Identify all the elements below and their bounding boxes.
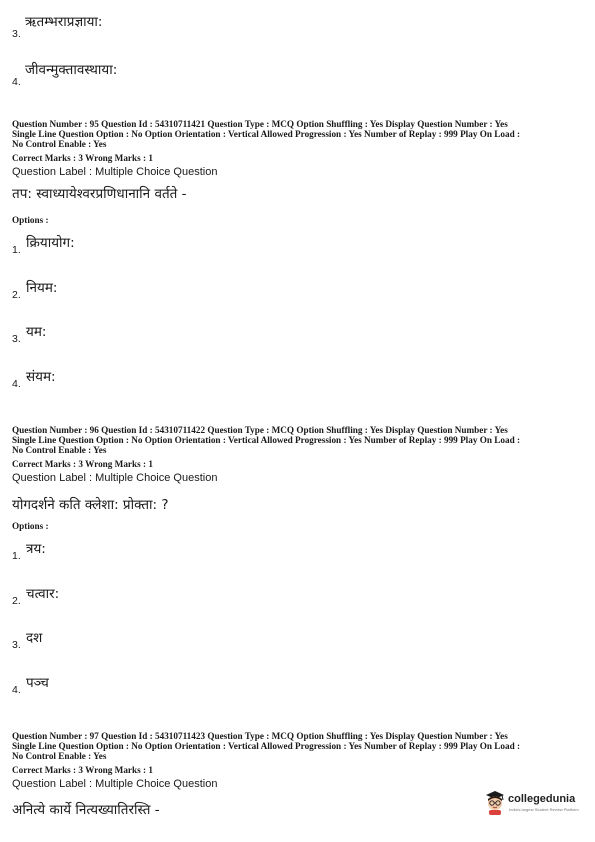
- option-text: चत्वार:: [26, 586, 60, 602]
- option-4-prev: [12, 60, 312, 90]
- logo-tagline: India's largest Student Review Platform: [509, 807, 579, 812]
- option-number: 3.: [12, 639, 21, 651]
- question-label: Question Label : Multiple Choice Question: [12, 472, 218, 484]
- option-number: 3.: [12, 28, 21, 40]
- option-4[interactable]: [12, 367, 212, 395]
- question-label: Question Label : Multiple Choice Question: [12, 166, 218, 178]
- question-meta-line: No Control Enable : Yes: [12, 751, 107, 761]
- question-marks: Correct Marks : 3 Wrong Marks : 1: [12, 459, 153, 469]
- option-number: 2.: [12, 289, 21, 301]
- option-4[interactable]: [12, 673, 212, 701]
- options-header: Options :: [12, 215, 49, 225]
- option-number: 4.: [12, 76, 21, 88]
- option-text: दश: [26, 630, 43, 646]
- option-text: संयम:: [26, 369, 56, 385]
- option-number: 1.: [12, 244, 21, 256]
- option-text: जीवन्मुक्तावस्थाया:: [25, 62, 118, 78]
- question-meta-line: No Control Enable : Yes: [12, 139, 107, 149]
- option-1[interactable]: [12, 233, 212, 261]
- option-number: 4.: [12, 378, 21, 390]
- option-number: 4.: [12, 684, 21, 696]
- option-text: त्रय:: [26, 541, 46, 557]
- option-text: यम:: [26, 324, 47, 340]
- question-text: तप: स्वाध्यायेश्वरप्रणिधानानि वर्तते -: [12, 186, 187, 202]
- option-3-prev: [12, 12, 312, 42]
- question-meta-line: Single Line Question Option : No Option Orientation : Vertical Allowed Progression : Yes Number of Replay : 999 Play On Load :: [12, 741, 521, 751]
- question-meta-line: Question Number : 96 Question Id : 54310711422 Question Type : MCQ Option Shuffling : Yes Display Question Number : Yes: [12, 425, 508, 435]
- option-number: 3.: [12, 333, 21, 345]
- question-meta-line: Question Number : 95 Question Id : 54310711421 Question Type : MCQ Option Shuffling : Yes Display Question Number : Yes: [12, 119, 508, 129]
- logo-wordmark: collegedunia: [508, 793, 576, 805]
- question-meta-line: Single Line Question Option : No Option Orientation : Vertical Allowed Progression : Yes Number of Replay : 999 Play On Load :: [12, 129, 521, 139]
- question-text: अनित्ये कार्ये नित्यख्यातिरस्ति -: [12, 802, 160, 818]
- option-number: 2.: [12, 595, 21, 607]
- question-meta-line: Single Line Question Option : No Option Orientation : Vertical Allowed Progression : Yes Number of Replay : 999 Play On Load :: [12, 435, 521, 445]
- option-3[interactable]: [12, 322, 212, 350]
- question-meta-line: No Control Enable : Yes: [12, 445, 107, 455]
- option-2[interactable]: [12, 584, 212, 612]
- question-meta-line: Question Number : 97 Question Id : 54310711423 Question Type : MCQ Option Shuffling : Yes Display Question Number : Yes: [12, 731, 508, 741]
- option-number: 1.: [12, 550, 21, 562]
- collegedunia-logo: [483, 789, 583, 815]
- option-text: नियम:: [26, 280, 58, 296]
- question-text: योगदर्शने कति क्लेशा: प्रोक्ता: ?: [12, 497, 169, 513]
- option-3[interactable]: [12, 628, 212, 656]
- option-text: क्रियायोग:: [26, 235, 75, 251]
- option-2[interactable]: [12, 278, 212, 306]
- option-text: पञ्च: [26, 675, 49, 691]
- student-mascot-icon: [483, 789, 507, 815]
- question-label: Question Label : Multiple Choice Question: [12, 778, 218, 790]
- question-marks: Correct Marks : 3 Wrong Marks : 1: [12, 765, 153, 775]
- option-text: ऋतम्भराप्रज्ञाया:: [25, 14, 103, 30]
- option-1[interactable]: [12, 539, 212, 567]
- question-marks: Correct Marks : 3 Wrong Marks : 1: [12, 153, 153, 163]
- options-header: Options :: [12, 521, 49, 531]
